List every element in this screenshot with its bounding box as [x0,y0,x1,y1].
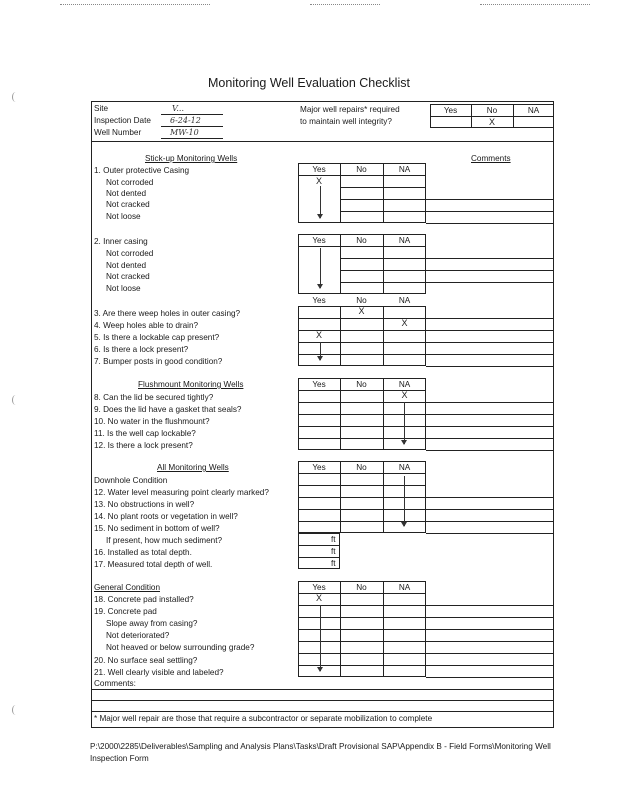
comment-line [426,330,554,331]
col-yes: Yes [312,380,326,389]
grid-line [340,270,426,271]
header-divider [91,141,554,142]
comment-line [426,414,554,415]
q17: 17. Measured total depth of well. [94,560,213,569]
q1-outer-casing: 1. Outer protective Casing [94,166,190,175]
q9: 9. Does the lid have a gasket that seals? [94,405,242,414]
grid-line [298,473,426,474]
continuation-arrow [320,605,321,671]
q12-water-level: 12. Water level measuring point clearly marked? [94,488,269,497]
comment-line [426,354,554,355]
comment-line [426,665,554,666]
col-no: No [356,296,367,305]
inspection-date-label: Inspection Date [94,116,151,125]
comment-line [426,617,554,618]
comment-line [426,438,554,439]
grid-line [298,641,426,642]
site-label: Site [94,104,109,113]
check-mark[interactable]: X [315,593,322,603]
inspection-date-value[interactable]: 6-24-12 [170,116,201,125]
grid-line [298,653,426,654]
q11: 11. Is the well cap lockable? [94,429,196,438]
q2-inner-casing: 2. Inner casing [94,237,148,246]
check-mark[interactable]: X [315,330,322,340]
q19-item: Not deteriorated? [106,631,170,640]
q14: 14. No plant roots or vegetation in well? [94,512,238,521]
comment-line [426,366,554,367]
col-na: NA [398,236,411,245]
col-no: No [356,583,367,592]
comment-line [426,258,554,259]
q4: 4. Weep holes able to drain? [94,321,199,330]
outer-item: Not dented [106,189,147,198]
scan-artifact [60,4,210,7]
outer-item: Not loose [106,212,141,221]
check-mark[interactable]: X [401,318,408,328]
col-na: NA [398,165,411,174]
grid-line [298,509,426,510]
file-path-footer: P:\2000\2285\Deliverables\Sampling and Analysis Plans\Tasks\Draft Provisional SAP\Appendix B - Field Forms\Monitoring Well Inspection Form [90,742,551,763]
q3: 3. Are there weep holes in outer casing? [94,309,241,318]
comment-line [426,629,554,630]
col-na: NA [398,296,411,305]
repairs-col-yes: Yes [443,106,458,115]
grid-line [298,665,426,666]
col-no: No [356,463,367,472]
hole-punch-mark [12,92,19,102]
ft-unit: ft [331,535,336,544]
general-heading: General Condition [94,583,160,592]
grid-line [298,246,426,247]
hole-punch-mark [12,705,19,715]
date-underline [161,126,223,127]
q6: 6. Is there a lock present? [94,345,189,354]
col-na: NA [398,380,411,389]
repairs-question-line1: Major well repairs* required [300,105,400,114]
comment-line [426,270,554,271]
flushmount-heading: Flushmount Monitoring Wells [138,380,244,389]
q19-item: Slope away from casing? [106,619,198,628]
grid-line [298,545,340,546]
col-na: NA [398,583,411,592]
col-no: No [356,380,367,389]
grid-line [383,306,384,366]
check-mark[interactable]: X [358,306,365,316]
page-title: Monitoring Well Evaluation Checklist [208,76,410,90]
comment-line [426,450,554,451]
continuation-arrow [320,248,321,288]
comments-line [91,700,554,701]
grid-line [298,354,426,355]
downhole-heading: Downhole Condition [94,476,168,485]
grid-line [298,497,426,498]
q12-flush: 12. Is there a lock present? [94,441,193,450]
comments-line [91,711,554,712]
q21: 21. Well clearly visible and labeled? [94,668,224,677]
comment-line [426,402,554,403]
continuation-arrow [320,342,321,360]
q8: 8. Can the lid be secured tightly? [94,393,214,402]
comment-line [426,211,554,212]
grid-line [298,557,340,558]
comment-line [426,318,554,319]
grid-line [298,617,426,618]
q5: 5. Is there a lockable cap present? [94,333,220,342]
comment-line [426,605,554,606]
repairs-col-no: No [486,106,498,115]
col-no: No [356,236,367,245]
q10: 10. No water in the flushmount? [94,417,210,426]
col-yes: Yes [312,236,326,245]
q20: 20. No surface seal settling? [94,656,198,665]
comment-line [426,426,554,427]
col-yes: Yes [312,296,326,305]
q7: 7. Bumper posts in good condition? [94,357,223,366]
check-mark[interactable]: X [315,176,322,186]
comment-line [426,521,554,522]
inner-item: Not cracked [106,272,150,281]
grid-line [298,629,426,630]
comment-line [426,677,554,678]
inner-item: Not dented [106,261,147,270]
comment-line [426,653,554,654]
grid-line [340,199,426,200]
site-underline [161,114,223,115]
continuation-arrow [404,402,405,444]
comments-label: Comments: [94,679,136,688]
comment-line [426,641,554,642]
q16: 16. Installed as total depth. [94,548,192,557]
grid-line [298,438,426,439]
footnote: * Major well repair are those that require a subcontractor or separate mobilization to complete [94,714,433,723]
comment-line [426,533,554,534]
q19-item: Not heaved or below surrounding grade? [106,643,255,652]
comments-heading: Comments [471,154,511,163]
q13: 13. No obstructions in well? [94,500,195,509]
well-underline [161,138,223,139]
grid-line [298,485,426,486]
repairs-answer-mark[interactable]: X [488,117,495,127]
q15-sediment: If present, how much sediment? [106,536,223,545]
grid-line [298,342,426,343]
continuation-arrow [404,476,405,526]
comment-line [426,223,554,224]
grid-line [298,605,426,606]
comment-line [426,497,554,498]
site-value[interactable]: V... [172,104,185,113]
grid-line [298,426,426,427]
comment-line [426,342,554,343]
allwells-heading: All Monitoring Wells [157,463,229,472]
col-yes: Yes [312,165,326,174]
q18: 18. Concrete pad installed? [94,595,194,604]
ft-unit: ft [331,547,336,556]
continuation-arrow [320,186,321,218]
well-number-label: Well Number [94,128,142,137]
comments-line [91,689,554,690]
grid-line [340,187,426,188]
well-number-value[interactable]: MW-10 [170,128,199,137]
comment-line [426,199,554,200]
q19: 19. Concrete pad [94,607,157,616]
comment-line [426,509,554,510]
col-na: NA [398,463,411,472]
scan-artifact [310,4,380,7]
outer-item: Not corroded [106,178,154,187]
col-yes: Yes [312,583,326,592]
hole-punch-mark [12,395,19,405]
inner-item: Not corroded [106,249,154,258]
ft-unit: ft [331,559,336,568]
repairs-col-na: NA [527,106,540,115]
grid-line [298,402,426,403]
outer-item: Not cracked [106,200,150,209]
inner-item: Not loose [106,284,141,293]
col-yes: Yes [312,463,326,472]
stickup-heading: Stick-up Monitoring Wells [145,154,238,163]
grid-line [340,258,426,259]
col-no: No [356,165,367,174]
check-mark[interactable]: X [401,390,408,400]
grid-line [298,414,426,415]
comment-line [426,282,554,283]
repairs-question-line2: to maintain well integrity? [300,117,392,126]
q15: 15. No sediment in bottom of well? [94,524,220,533]
scan-artifact [480,4,590,7]
grid-line [340,211,426,212]
grid-line [340,282,426,283]
